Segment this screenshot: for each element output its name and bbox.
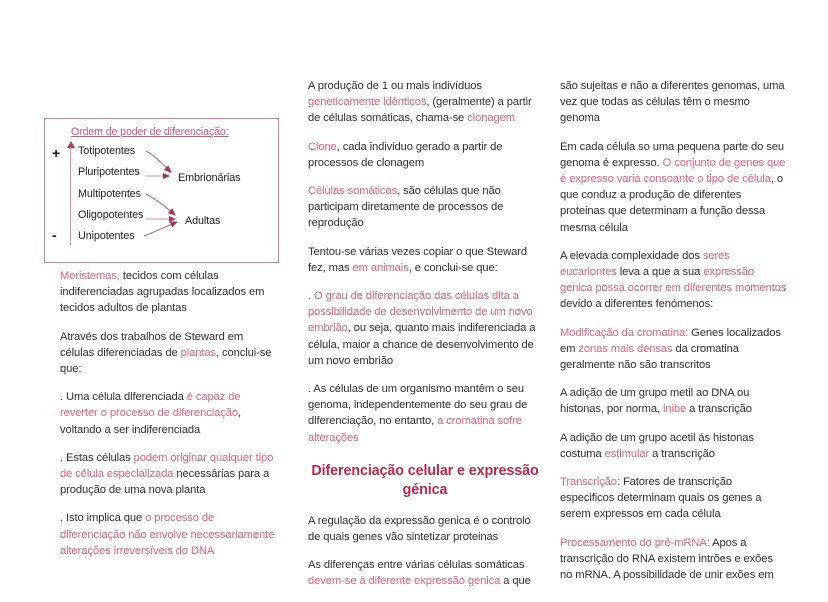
highlighted-text: o processo de diferenciação não envolve necessariamente alterações irreversíveis do DNA (60, 512, 275, 557)
highlighted-text: Células somáticas (308, 185, 398, 198)
left-column-text (60, 268, 276, 559)
highlighted-text: clonagem (467, 112, 515, 125)
paragraph (60, 329, 276, 378)
body-text: , voltando a ser indiferenciada (60, 407, 241, 436)
body-text: leva a que a sua (616, 266, 704, 279)
highlighted-text: inibe (663, 403, 687, 416)
highlighted-text: estimular (604, 447, 650, 460)
highlighted-text: Meristemas, (60, 270, 120, 282)
highlighted-text: Transcrição: (560, 476, 620, 489)
body-text: , o que conduz a produção de diferentes proteinas que determinam a função dessa mesma célula (560, 173, 784, 234)
body-text: a que (500, 575, 531, 588)
paragraph (308, 244, 542, 276)
body-text: , são células que não participam diretamente de processos de reprodução (308, 185, 504, 230)
highlighted-text: seres eucariontes (560, 249, 730, 279)
body-text: A adição de um grupo metil ao DNA ou histonas, por norma, (560, 387, 750, 416)
paragraph (60, 268, 276, 317)
highlighted-text: geneticamente idênticos (308, 96, 427, 109)
diagram-target-adultas: Adultas (185, 215, 221, 227)
diagram-level-multipotentes: Multipotentes (78, 188, 141, 200)
highlighted-text: a cromatina sofre alterações (308, 415, 522, 444)
highlighted-text: O conjunto de genes que é expresso varia consoante o tipo de célula (560, 156, 786, 186)
paragraph (308, 78, 542, 127)
body-text: . (308, 290, 315, 303)
axis-minus-label: - (52, 227, 57, 243)
body-text: , conclui-se que: (60, 346, 272, 376)
diagram-target-embrionarias: Embrionárias (178, 172, 241, 184)
paragraph (560, 385, 788, 417)
body-text: a transcrição (686, 403, 752, 416)
paragraph (60, 510, 276, 559)
body-text: , (geralmente) a partir de células somáticas, chama-se (308, 96, 532, 125)
paragraph (60, 450, 276, 499)
body-text: A elevada complexidade dos (560, 249, 703, 262)
highlighted-text: Modificação da cromatina: (560, 326, 689, 339)
highlighted-text: Processamento do pré-mRNA: (560, 536, 710, 549)
body-text: devido a diferentes fenómenos: (560, 298, 714, 311)
body-text: da cromatina geralmente não são transcritos (560, 342, 739, 372)
body-text: são sujeitas e não a diferentes genomas, uma vez que todas as células têm o mesmo genoma (560, 80, 785, 125)
body-text: Fatores de transcrição especificos determinam quais os genes a serem expressos em cada célula (560, 476, 762, 521)
diagram-title: Ordem de poder de diferenciação: (71, 126, 229, 138)
body-text: , cada individuo gerado a partir de processos de clonagem (308, 140, 503, 169)
highlighted-text: Clone (308, 140, 337, 153)
body-text: , ou seja, quanto mais indiferenciada a célula, maior a chance de desenvolvimento de um novo embrião (308, 322, 536, 367)
paragraph (308, 139, 542, 171)
paragraph (560, 78, 788, 127)
paragraph (560, 430, 788, 462)
body-text: A produção de 1 ou mais indivíduos (308, 80, 482, 92)
section-heading-diferenciacao-celular: Diferenciação celular e expressão génica (311, 462, 539, 498)
middle-column (300, 0, 552, 602)
body-text: Em cada célula so uma pequena parte do seu genoma é expresso. (560, 140, 785, 169)
axis-plus-label: + (52, 145, 61, 161)
paragraph (60, 389, 276, 438)
diagram-level-totipotentes: Totipotentes (78, 145, 136, 157)
highlighted-text: plantas (180, 346, 217, 359)
body-text: necessárias para a produção de uma nova planta (60, 468, 270, 497)
highlighted-text: zonas mais densas (578, 342, 673, 355)
body-text: As diferenças entre várias células somáticas (308, 559, 525, 572)
diagram-level-pluripotentes: Pluripotentes (78, 166, 140, 178)
paragraph (308, 288, 542, 369)
body-text: Genes localizados em (560, 326, 781, 355)
highlighted-text: devem-se à diferente expressão genica (308, 575, 501, 588)
highlighted-text: O grau de diferenciação das células dita a possibilidade de desenvolvimento de um novo embrião (308, 290, 533, 335)
diagram-level-oligopotentes: Oligopotentes (78, 209, 144, 221)
highlighted-text: em animais (352, 261, 409, 274)
body-text: . Isto implica que (60, 512, 146, 525)
body-text: . As células de um organismo mantêm o seu genoma, independentemente do seu grau de diferenciação, no entanto, (308, 383, 528, 428)
body-text: a transcrição (649, 447, 715, 460)
highlighted-text: expressão genica possa ocorrer em diferentes momentos (560, 266, 787, 295)
paragraph (560, 474, 788, 523)
paragraph (308, 183, 542, 232)
paragraph (308, 557, 542, 589)
body-text: Através dos trabalhos de Steward em células diferenciadas de (60, 330, 244, 359)
body-text: , e conclui-se que: (408, 261, 498, 274)
paragraph (560, 325, 788, 374)
paragraph (560, 139, 788, 236)
paragraph (560, 535, 788, 584)
diagram-level-unipotentes: Unipotentes (78, 230, 135, 242)
body-text: Tentou-se várias vezes copiar o que Steward fez, mas (308, 245, 527, 274)
highlighted-text: podem originar qualquer tipo de célula especializada (60, 451, 274, 481)
body-text: A regulação da expressão genica é o controlo de quais genes vão sintetizar proteinas (308, 514, 531, 544)
middle-column-text-bottom (308, 513, 542, 590)
body-text: A adição de um grupo acetil ás histonas costuma (560, 431, 754, 460)
potency-axis-line (70, 147, 71, 245)
highlighted-text: é capaz de reverter o processo de diferenciação (60, 391, 241, 420)
body-text: Apos a transcrição do RNA existem intrões e exões no mRNA. A possibilidade de unir exões em (560, 536, 774, 582)
paragraph (560, 248, 788, 313)
right-column (552, 0, 828, 595)
body-text: tecidos com células indiferenciadas agrupadas localizados em tecidos adultos de plantas (60, 270, 265, 315)
right-column-text (560, 78, 788, 583)
body-text: . Estas células (60, 451, 134, 464)
paragraph (308, 381, 542, 446)
paragraph (308, 513, 542, 545)
body-text: . Uma célula diferenciada (60, 391, 187, 404)
differentiation-potency-diagram (44, 118, 279, 263)
left-column (0, 0, 300, 571)
middle-column-text-top (308, 78, 542, 446)
